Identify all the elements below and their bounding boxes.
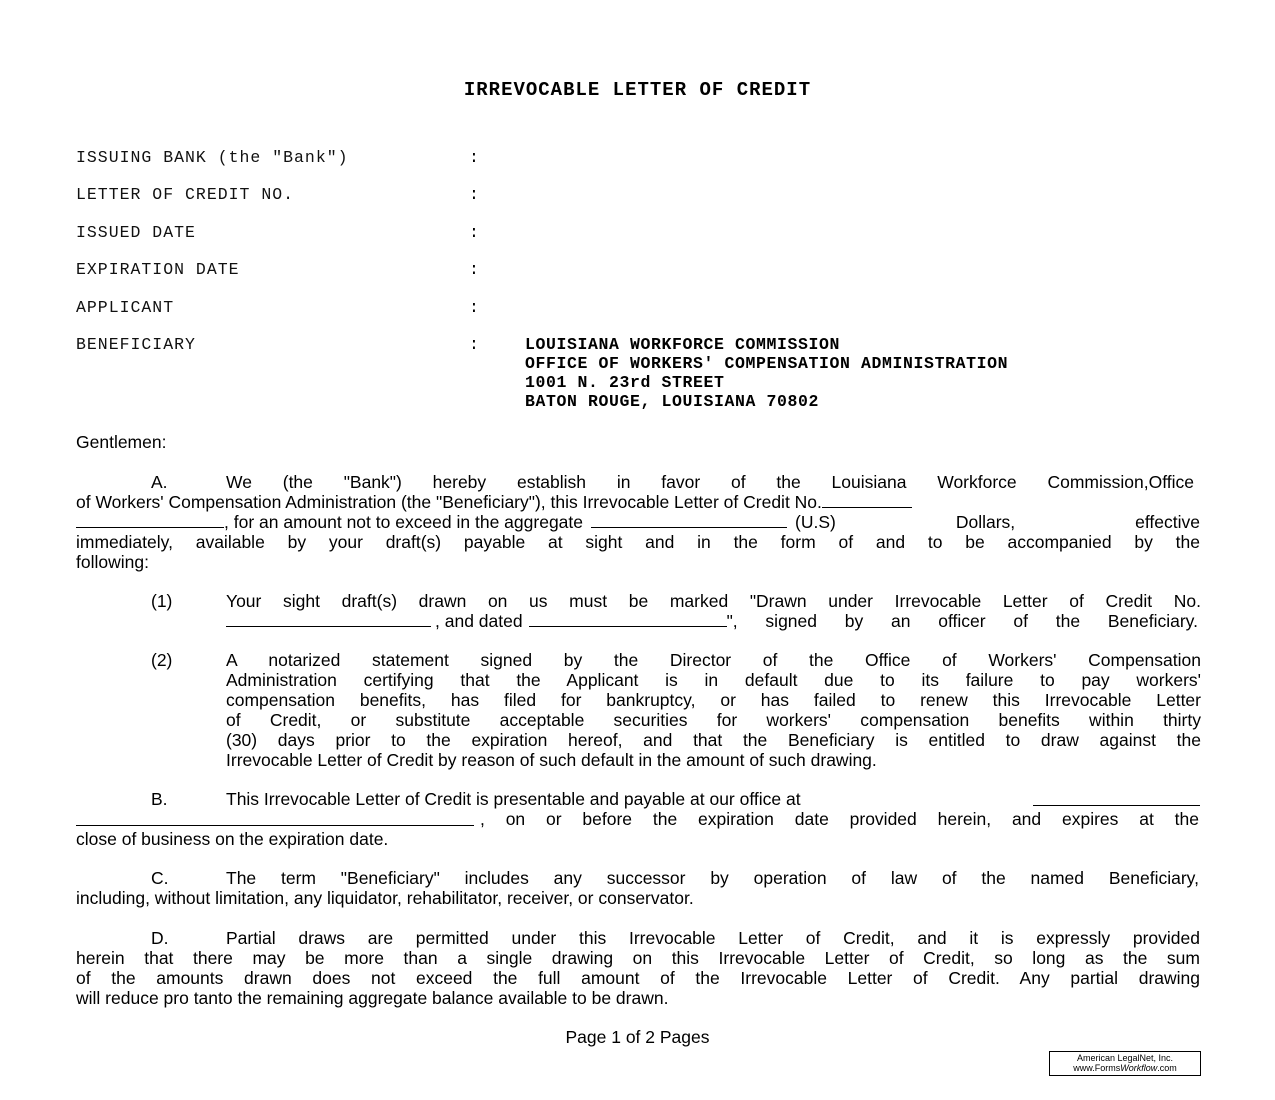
section-a-line: following: xyxy=(76,552,149,572)
item-1-line2 xyxy=(226,611,1198,631)
item-2-line: compensation benefits, has filed for bankruptcy, or has failed to renew this Irrevocable Letter xyxy=(226,690,1201,710)
field-label-letter-no: LETTER OF CREDIT NO. xyxy=(76,185,295,204)
section-c-line: including, without limitation, any liquidator, rehabilitator, receiver, or conservator. xyxy=(76,888,694,908)
page-footer: Page 1 of 2 Pages xyxy=(565,1027,710,1047)
beneficiary-line: BATON ROUGE, LOUISIANA 70802 xyxy=(525,392,820,411)
section-d-line: herein that there may be more than a single drawing on this Irrevocable Letter of Credit, so long as the sum xyxy=(76,948,1200,968)
stamp-text: Workflow xyxy=(1120,1063,1158,1073)
field-colon: : xyxy=(469,298,479,317)
beneficiary-line: LOUISIANA WORKFORCE COMMISSION xyxy=(525,335,841,354)
item-1-text: , and dated xyxy=(435,611,523,631)
section-a-text: (U.S) Dollars, effective xyxy=(795,512,1200,532)
publisher-stamp xyxy=(1049,1051,1201,1076)
stamp-text: .com xyxy=(1157,1063,1177,1073)
field-label-expiration-date: EXPIRATION DATE xyxy=(76,260,240,279)
blank-line xyxy=(529,611,727,627)
beneficiary-line: 1001 N. 23rd STREET xyxy=(525,373,725,392)
stamp-line xyxy=(1050,1063,1200,1073)
item-2-line: (30) days prior to the expiration hereof, and that the Beneficiary is entitled to draw against the xyxy=(226,730,1201,750)
item-marker: (1) xyxy=(151,591,173,611)
blank-line xyxy=(591,512,787,528)
section-a-text: , for an amount not to exceed in the aggregate xyxy=(224,512,583,532)
item-2-line: of Credit, or substitute acceptable securities for workers' compensation benefits within thirty xyxy=(226,710,1201,730)
item-1-line: Your sight draft(s) drawn on us must be marked "Drawn under Irrevocable Letter of Credit No. xyxy=(226,591,1201,611)
field-colon: : xyxy=(469,260,479,279)
salutation: Gentlemen: xyxy=(76,432,167,452)
section-marker: C. xyxy=(151,868,169,888)
beneficiary-line: OFFICE OF WORKERS' COMPENSATION ADMINISTRATION xyxy=(525,354,1009,373)
item-2-line: A notarized statement signed by the Director of the Office of Workers' Compensation xyxy=(226,650,1201,670)
item-2-line: Irrevocable Letter of Credit by reason of such default in the amount of such drawing. xyxy=(226,750,877,770)
document-title: IRREVOCABLE LETTER OF CREDIT xyxy=(463,79,812,101)
field-colon: : xyxy=(469,223,479,242)
section-marker: D. xyxy=(151,928,169,948)
field-label-issuing-bank: ISSUING BANK (the "Bank") xyxy=(76,148,349,167)
field-label-applicant: APPLICANT xyxy=(76,298,175,317)
blank-line xyxy=(76,810,474,826)
beneficiary-address xyxy=(525,335,1008,411)
section-d-line: Partial draws are permitted under this Irrevocable Letter of Credit, and it is expressly provided xyxy=(226,928,1200,948)
section-marker: A. xyxy=(151,472,168,492)
section-a-text: of Workers' Compensation Administration (the "Beneficiary"), this Irrevocable Letter of Credit No. xyxy=(76,492,822,512)
field-colon: : xyxy=(469,185,479,204)
field-label-issued-date: ISSUED DATE xyxy=(76,223,196,242)
item-2-line: Administration certifying that the Applicant is in default due to its failure to pay workers' xyxy=(226,670,1201,690)
field-colon: : xyxy=(469,335,479,354)
item-marker: (2) xyxy=(151,650,173,670)
section-b-line: This Irrevocable Letter of Credit is presentable and payable at our office at xyxy=(226,789,801,809)
blank-line xyxy=(1033,790,1200,806)
stamp-line: American LegalNet, Inc. xyxy=(1076,1053,1174,1063)
field-colon: : xyxy=(469,148,479,167)
section-a-line: immediately, available by your draft(s) payable at sight and in the form of and to be accompanied by the xyxy=(76,532,1200,552)
blank-line xyxy=(76,512,224,528)
item-1-text: ", signed by an officer of the Beneficiary. xyxy=(726,611,1198,631)
section-marker: B. xyxy=(151,789,168,809)
section-b-line: , on or before the expiration date provided herein, and expires at the xyxy=(480,809,1199,829)
section-b-line: close of business on the expiration date. xyxy=(76,829,389,849)
section-d-line: of the amounts drawn does not exceed the full amount of the Irrevocable Letter of Credit. Any partial drawing xyxy=(76,968,1200,988)
blank-line xyxy=(226,611,431,627)
stamp-text: www.Forms xyxy=(1073,1063,1121,1073)
section-d-line: will reduce pro tanto the remaining aggregate balance available to be drawn. xyxy=(76,988,669,1008)
field-label-beneficiary: BENEFICIARY xyxy=(76,335,196,354)
section-a-line2 xyxy=(76,492,1200,512)
section-a-line: We (the "Bank") hereby establish in favor of the Louisiana Workforce Commission,Office xyxy=(226,472,1194,492)
section-c-line: The term "Beneficiary" includes any successor by operation of law of the named Beneficiary, xyxy=(226,868,1199,888)
blank-line xyxy=(822,492,912,508)
section-a-line3 xyxy=(76,512,1200,532)
